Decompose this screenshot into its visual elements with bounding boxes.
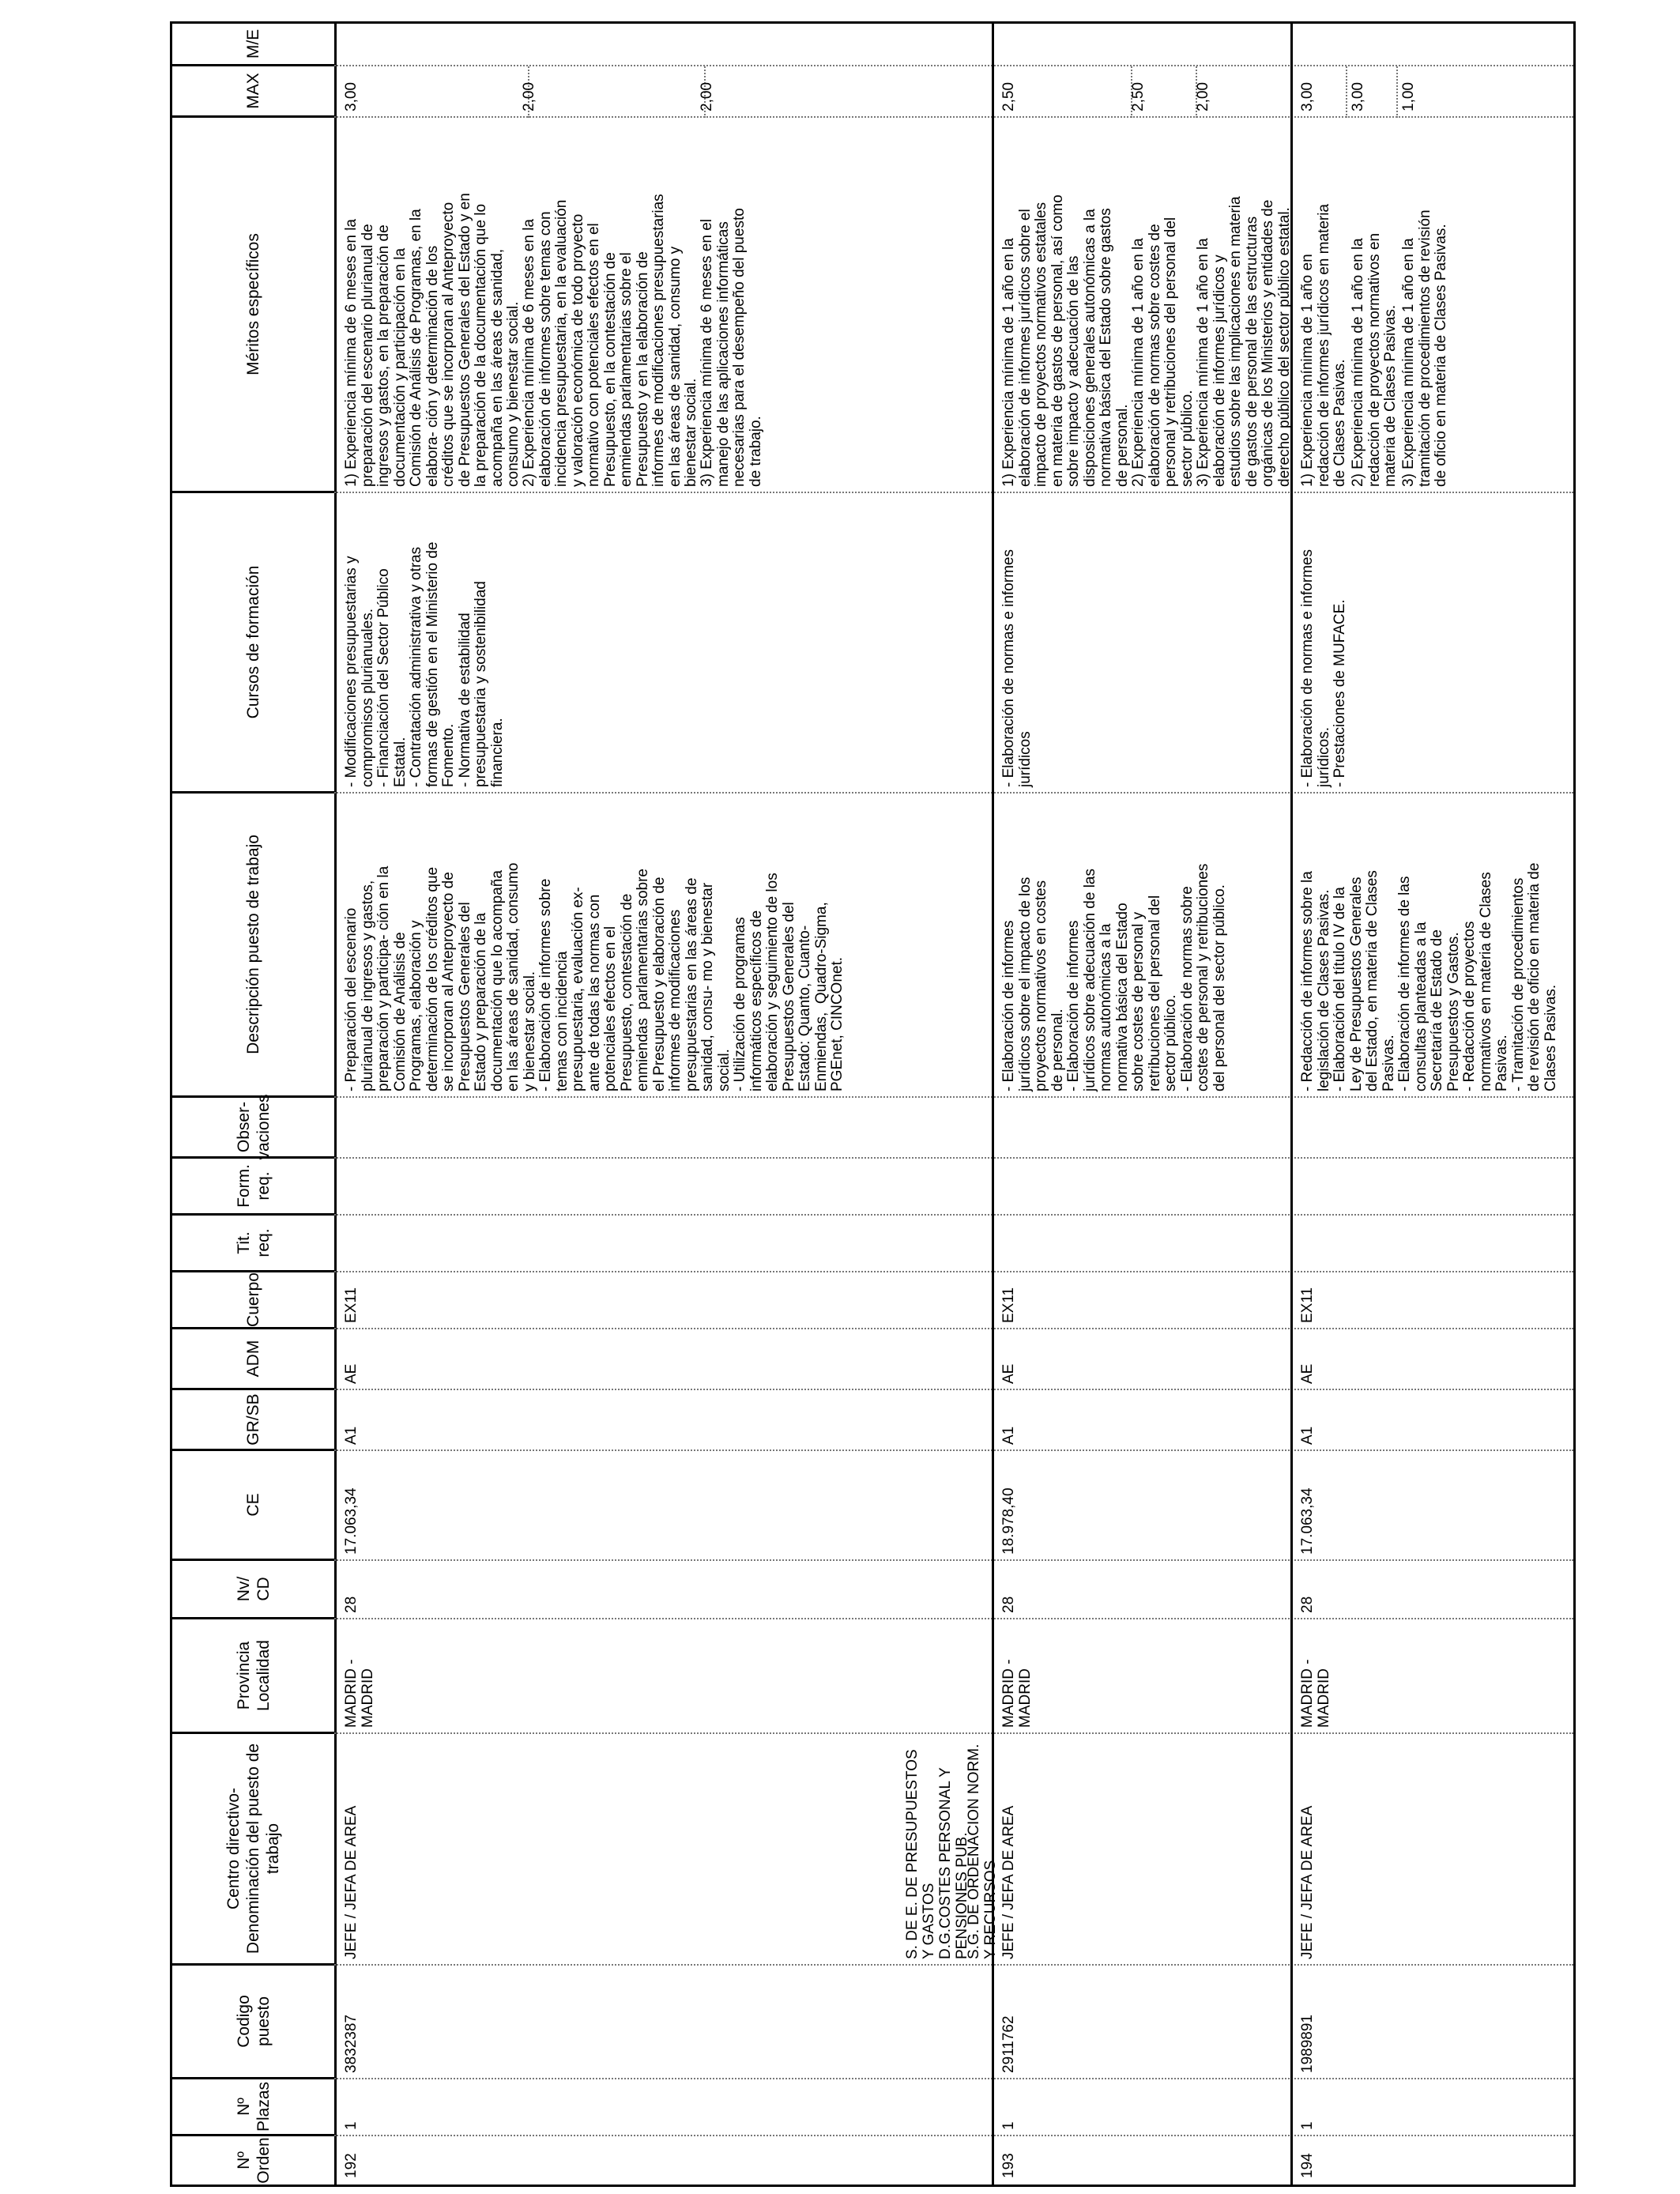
cell-provincia: MADRID - MADRID bbox=[1000, 1659, 1034, 1728]
cell-grupo: A1 bbox=[1299, 1426, 1316, 1445]
header-observaciones: Obser- vaciones bbox=[172, 1098, 334, 1159]
header-ce: CE bbox=[172, 1451, 334, 1561]
cell-merito: 2) Experiencia mínima de 6 meses en la elaboración de informes sobre temas con incidencia presupuestaria, en la evaluación y valoración económica de todo proyecto normativo con potenciales efectos en el Presupuesto, en la contestación de enmiendas parlamentarias sobre el Presupuesto y en la elaboración de informes de modificaciones presupuestarias en las áreas de sanidad, consumo y bienestar social. bbox=[521, 194, 699, 487]
cell-max: 2,50 bbox=[1130, 82, 1147, 111]
merit-divider bbox=[1396, 66, 1398, 118]
cell-denominacion: JEFE / JEFA DE AREA bbox=[343, 1805, 360, 1959]
header-cursos: Cursos de formación bbox=[172, 493, 334, 794]
cell-grupo: A1 bbox=[1000, 1426, 1017, 1445]
cell-merito: 3) Experiencia mínima de 1 año en la elaboración de informes jurídicos y estudios sobre las implicaciones en materia de gastos de personal de las estructuras orgánicas de los Ministerios y entidades de derecho público del sector público estatal. bbox=[1195, 196, 1293, 487]
cell-nivel: 28 bbox=[1000, 1596, 1017, 1613]
table-row bbox=[1290, 24, 1574, 2185]
header-formacion: Form. req. bbox=[172, 1159, 334, 1216]
cell-adm: AE bbox=[1000, 1363, 1017, 1384]
cell-max: 2,00 bbox=[1195, 82, 1211, 111]
cell-adm: AE bbox=[343, 1363, 360, 1384]
cell-merito: 1) Experiencia mínima de 1 año en redacción de informes jurídicos en materia de Clases Pasivas. bbox=[1299, 203, 1348, 487]
cell-ce: 17.063,34 bbox=[343, 1487, 360, 1555]
header-max: MAX bbox=[172, 66, 334, 118]
header-plazas: Nº Plazas bbox=[172, 2079, 334, 2136]
header-codigo: Codigo puesto bbox=[172, 1966, 334, 2079]
cell-adm: AE bbox=[1299, 1363, 1316, 1384]
cell-orden: 193 bbox=[1000, 2153, 1017, 2178]
cell-merito: 2) Experiencia mínima de 1 año en la redacción de proyectos normativos en materia de Clases Pasivas. bbox=[1350, 232, 1399, 487]
header-provincia: Provincia Localidad bbox=[172, 1619, 334, 1734]
cell-max: 2,50 bbox=[1000, 82, 1017, 111]
cell-cursos: - Modificaciones presupuestarias y compromisos plurianuales. - Financiación del Sector Público Estatal. - Contratación administrativa y otras formas de gestión en el Ministerio de Fomento. - Normativa de estabilidad presupuestaria y sostenibilidad financiera. bbox=[343, 541, 506, 787]
cell-cursos: - Elaboración de normas e informes jurídicos. - Prestaciones de MUFACE. bbox=[1299, 549, 1348, 787]
cell-max: 3,00 bbox=[343, 82, 360, 111]
cell-cursos: - Elaboración de normas e informes jurídicos bbox=[1000, 549, 1034, 787]
positions-table bbox=[170, 21, 1576, 2187]
cell-descripcion: - Elaboración de informes jurídicos sobre el impacto de los proyectos normativos en costes de personal. - Elaboración de informes jurídicos sobre adecuación de las normas autonómicas a la normativa básica del Estado sobre costes de personal y retribuciones del personal del sector público. - Elaboración de normas sobre costes de personal y retribuciones del personal del sector público. bbox=[1000, 863, 1228, 1091]
cell-cuerpo: EX11 bbox=[343, 1287, 360, 1323]
cell-ce: 18.978,40 bbox=[1000, 1487, 1017, 1555]
group-header-secretaria: S. DE E. DE PRESUPUESTOS Y GASTOS bbox=[904, 1749, 937, 1959]
cell-orden: 194 bbox=[1299, 2153, 1316, 2178]
group-header-direccion: D.G.COSTES PERSONAL Y PENSIONES PUB. bbox=[937, 1767, 970, 1959]
cell-plazas: 1 bbox=[343, 2121, 360, 2130]
cell-max: 3,00 bbox=[1350, 82, 1366, 111]
cell-descripcion: - Redacción de informes sobre la legislación de Clases Pasivas. - Elaboración del título IV de la Ley de Presupuestos Generales del Estado, en materia de Clases Pasivas. - Elaboración de informes de las consultas planteadas a la Secretaría de Estado de Presupuestos y Gastos. - Redacción de proyectos normativos en materia de Clases Pasivas. - Tramitación de procedimientos de revisión de oficio en materia de Clases Pasivas. bbox=[1299, 862, 1559, 1091]
table-header bbox=[172, 24, 337, 2185]
header-me: M/E bbox=[172, 24, 334, 66]
cell-merito: 2) Experiencia mínima de 1 año en la elaboración de normas sobre costes de personal y retribuciones del personal del sector público. bbox=[1130, 217, 1196, 487]
cell-denominacion: JEFE / JEFA DE AREA bbox=[1000, 1805, 1017, 1959]
cell-denominacion: JEFE / JEFA DE AREA bbox=[1299, 1805, 1316, 1959]
header-adm: ADM bbox=[172, 1329, 334, 1390]
cell-merito: 1) Experiencia mínima de 6 meses en la preparación del escenario plurianual de ingresos y gastos, en la preparación de documentación y participación en la Comisión de Análisis de Programas, en la elabora- ción y determinación de los créditos que se incorporan al Anteproyecto de Presupuestos Generales del Estado y en la preparación de la documentación que lo acompaña en las áreas de sanidad, consumo y bienestar social. bbox=[343, 193, 522, 487]
cell-grupo: A1 bbox=[343, 1426, 360, 1445]
header-grupo: GR/SB bbox=[172, 1390, 334, 1451]
cell-provincia: MADRID - MADRID bbox=[1299, 1659, 1332, 1728]
header-centro: Centro directivo- Denominación del puesto de trabajo bbox=[172, 1734, 334, 1966]
cell-max: 2,00 bbox=[521, 82, 537, 111]
cell-nivel: 28 bbox=[343, 1596, 360, 1613]
cell-ce: 17.063,34 bbox=[1299, 1487, 1316, 1555]
header-orden: Nº Orden bbox=[234, 2137, 273, 2184]
cell-provincia: MADRID - MADRID bbox=[343, 1659, 376, 1728]
table-row bbox=[992, 24, 1293, 2185]
header-titulacion: Tit. req. bbox=[172, 1216, 334, 1272]
header-nivel: Nv/ CD bbox=[172, 1561, 334, 1619]
cell-codigo: 3832387 bbox=[343, 2015, 360, 2073]
cell-merito: 3) Experiencia mínima de 1 año en la tramitación de procedimientos de revisión de oficio en materia de Clases Pasivas. bbox=[1400, 209, 1449, 487]
cell-codigo: 2911762 bbox=[1000, 2015, 1017, 2073]
header-meritos: Méritos específicos bbox=[172, 118, 334, 493]
cell-nivel: 28 bbox=[1299, 1596, 1316, 1613]
cell-cuerpo: EX11 bbox=[1000, 1287, 1017, 1323]
cell-descripcion: - Preparación del escenario plurianual de ingresos y gastos, preparación y participa- ción en la Comisión de Análisis de Programas, elaboración y determinación de los créditos que se incorporan al Anteproyecto de Presupuestos Generales del Estado y preparación de la documentación que lo acompaña en las áreas de sanidad, consumo y bienestar social. - Elaboración de informes sobre temas con incidencia presupuestaria, evaluación ex- ante de todas las normas con potenciales efectos en el Presupuesto, contestación de enmiendas parlamentarias sobre el Presupuesto y elaboración de informes de modificaciones presupuestarias en las áreas de sanidad, consu- mo y bienestar social. - Utilización de programas informáticos específicos de elaboración y seguimiento de los Presupuestos Generales del Estado: Quanto, Cuanto- Enmiendas, Quadro-Sigma, PGEnet, CINCOnet. bbox=[343, 862, 846, 1091]
cell-merito: 1) Experiencia mínima de 1 año en la elaboración de informes jurídicos sobre el impacto de proyectos normativos estatales en materia de gastos de personal, así como sobre impacto y adecuación de las disposiciones generales autonómicas a la normativa básica del Estado sobre gastos de personal. bbox=[1000, 194, 1131, 487]
cell-merito: 3) Experiencia mínima de 6 meses en el manejo de las aplicaciones informáticas necesarias para el desempeño del puesto de trabajo. bbox=[699, 208, 764, 487]
table-row bbox=[334, 24, 992, 2185]
header-descripcion: Descripción puesto de trabajo bbox=[172, 794, 334, 1098]
header-cuerpo: Cuerpo bbox=[172, 1272, 334, 1329]
cell-max: 2,00 bbox=[699, 82, 715, 111]
cell-plazas: 1 bbox=[1000, 2121, 1017, 2130]
cell-plazas: 1 bbox=[1299, 2121, 1316, 2130]
cell-max: 3,00 bbox=[1299, 82, 1316, 111]
merit-divider bbox=[1346, 66, 1347, 118]
cell-max: 1,00 bbox=[1400, 82, 1417, 111]
cell-cuerpo: EX11 bbox=[1299, 1287, 1316, 1323]
cell-codigo: 1989891 bbox=[1299, 2015, 1316, 2073]
group-header-subdireccion: S.G. DE ORDENACION NORM. Y RECURSOS bbox=[966, 1744, 999, 1959]
cell-orden: 192 bbox=[343, 2153, 360, 2178]
